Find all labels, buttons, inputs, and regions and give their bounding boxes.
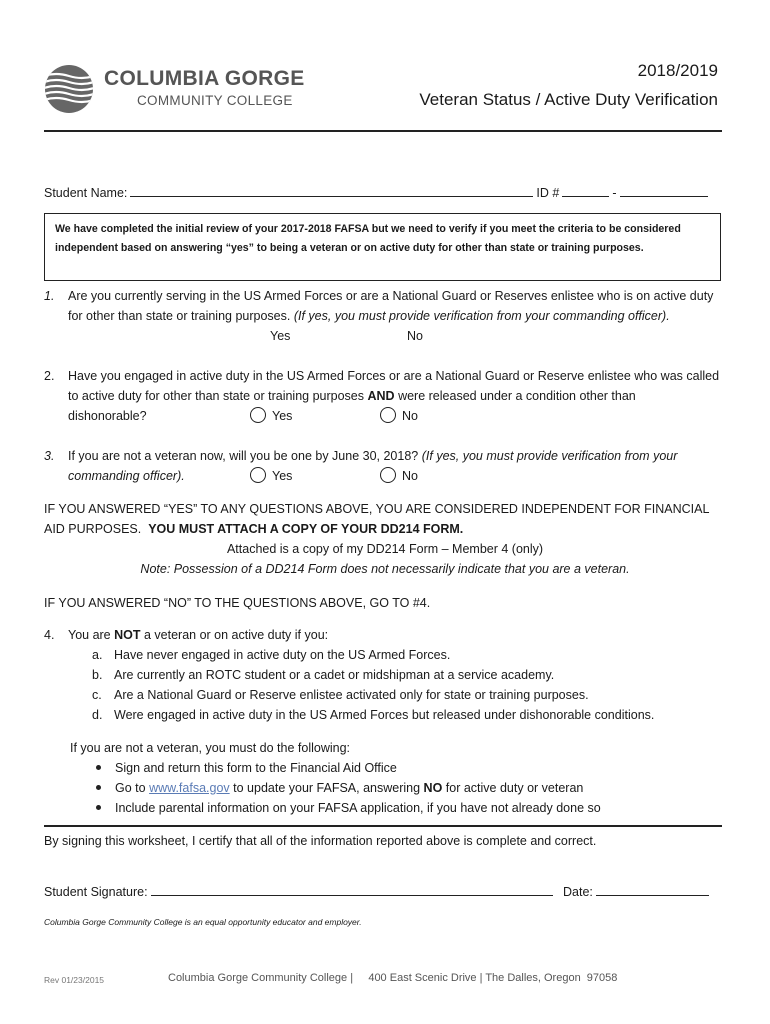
question-3-no-option[interactable]: No bbox=[380, 466, 418, 486]
question-3-no-radio[interactable] bbox=[380, 467, 396, 483]
college-subtitle: COMMUNITY COLLEGE bbox=[137, 93, 293, 108]
signature-label: Student Signature: bbox=[44, 885, 148, 899]
header-divider bbox=[44, 130, 722, 132]
question-2-line1: Have you engaged in active duty in the US Armed Forces or are a National Guard or Reserve enlistee who was called bbox=[68, 369, 720, 383]
id-field-part2[interactable] bbox=[620, 183, 708, 197]
document-year: 2018/2019 bbox=[637, 61, 718, 80]
item-b-text: Are currently an ROTC student or a cadet or midshipman at a service academy. bbox=[114, 668, 555, 682]
attached-line: Attached is a copy of my DD214 Form – Member 4 (only) bbox=[226, 542, 544, 556]
item-b-letter: b. bbox=[92, 668, 103, 682]
question-2-number: 2. bbox=[44, 369, 55, 383]
bullet-icon bbox=[96, 805, 101, 810]
date-label: Date: bbox=[563, 885, 593, 899]
student-name-label: Student Name: bbox=[44, 186, 128, 200]
question-2-no-option[interactable]: No bbox=[380, 406, 418, 426]
revision-date: Rev 01/23/2015 bbox=[44, 975, 105, 985]
question-2-line3: dishonorable? bbox=[68, 409, 147, 423]
question-4-number: 4. bbox=[44, 628, 55, 642]
item-a-text: Have never engaged in active duty on the US Armed Forces. bbox=[114, 648, 451, 662]
question-4-intro: You are NOT a veteran or on active duty if you: bbox=[68, 628, 329, 642]
bullet-update-fafsa: Go to www.fafsa.gov to update your FAFSA, answering NO for active duty or veteran bbox=[96, 778, 583, 798]
date-field[interactable] bbox=[596, 882, 709, 896]
signature-line bbox=[44, 882, 712, 902]
question-3-number: 3. bbox=[44, 449, 55, 463]
question-2-yes-option[interactable]: Yes bbox=[250, 406, 292, 426]
question-1-number: 1. bbox=[44, 289, 55, 303]
bullet-icon bbox=[96, 765, 101, 770]
independent-line2: AID PURPOSES. YOU MUST ATTACH A COPY OF YOUR DD214 FORM. bbox=[44, 522, 464, 536]
dd214-note: Note: Possession of a DD214 Form does not necessarily indicate that you are a veteran. bbox=[140, 562, 630, 576]
signature-field[interactable] bbox=[151, 882, 553, 896]
question-1-yes-option[interactable]: Yes bbox=[270, 329, 291, 343]
document-title: Veteran Status / Active Duty Verification bbox=[419, 90, 718, 109]
item-d-letter: d. bbox=[92, 708, 103, 722]
independent-line1: IF YOU ANSWERED “YES” TO ANY QUESTIONS ABOVE, YOU ARE CONSIDERED INDEPENDENT FOR FINANCIAL bbox=[44, 502, 710, 516]
notice-box: We have completed the initial review of your 2017-2018 FAFSA but we need to verify if you meet the criteria to be considered independent based on answering “yes” to being a veteran or on active duty for other than state or training purposes. bbox=[44, 213, 721, 281]
not-veteran-intro: If you are not a veteran, you must do the following: bbox=[70, 741, 351, 755]
bullet-icon bbox=[96, 785, 101, 790]
college-name: COLUMBIA GORGE bbox=[104, 67, 305, 90]
bullet-parental-info: Include parental information on your FAFSA application, if you have not already done so bbox=[96, 798, 601, 818]
question-1-no-option[interactable]: No bbox=[407, 329, 423, 343]
question-3-yes-radio[interactable] bbox=[250, 467, 266, 483]
item-c-letter: c. bbox=[92, 688, 102, 702]
id-label: ID # bbox=[536, 186, 560, 200]
student-info-line bbox=[44, 183, 724, 203]
certify-divider bbox=[44, 825, 722, 827]
question-1-line2: for other than state or training purposes. (If yes, you must provide verification from your commanding officer). bbox=[68, 309, 670, 323]
question-3-line2: commanding officer). bbox=[68, 469, 185, 483]
certify-statement: By signing this worksheet, I certify that all of the information reported above is complete and correct. bbox=[44, 834, 597, 848]
question-2-yes-radio[interactable] bbox=[250, 407, 266, 423]
question-2-no-radio[interactable] bbox=[380, 407, 396, 423]
item-d-text: Were engaged in active duty in the US Armed Forces but released under dishonorable conditions. bbox=[114, 708, 655, 722]
item-a-letter: a. bbox=[92, 648, 103, 662]
id-field-part1[interactable] bbox=[562, 183, 609, 197]
id-separator: - bbox=[612, 186, 617, 200]
item-c-text: Are a National Guard or Reserve enlistee activated only for state or training purposes. bbox=[114, 688, 589, 702]
college-logo-icon bbox=[44, 64, 94, 114]
question-1-line1: Are you currently serving in the US Armed Forces or are a National Guard or Reserves enlistee who is on active duty bbox=[68, 289, 714, 303]
student-name-field[interactable] bbox=[130, 183, 533, 197]
question-3-line1: If you are not a veteran now, will you be one by June 30, 2018? (If yes, you must provide verification from your bbox=[68, 449, 678, 463]
question-1-note: (If yes, you must provide verification from your commanding officer). bbox=[293, 309, 670, 323]
eeo-statement: Columbia Gorge Community College is an equal opportunity educator and employer. bbox=[44, 917, 362, 927]
fafsa-link[interactable]: www.fafsa.gov bbox=[149, 781, 230, 795]
footer-address: Columbia Gorge Community College | 400 East Scenic Drive | The Dalles, Oregon 97058 bbox=[168, 972, 618, 984]
no-answer-instruction: IF YOU ANSWERED “NO” TO THE QUESTIONS ABOVE, GO TO #4. bbox=[44, 596, 431, 610]
question-3-yes-option[interactable]: Yes bbox=[250, 466, 292, 486]
bullet-sign-return: Sign and return this form to the Financial Aid Office bbox=[96, 758, 397, 778]
question-2-line2: to active duty for other than state or training purposes AND were released under a condition other than bbox=[68, 389, 636, 403]
